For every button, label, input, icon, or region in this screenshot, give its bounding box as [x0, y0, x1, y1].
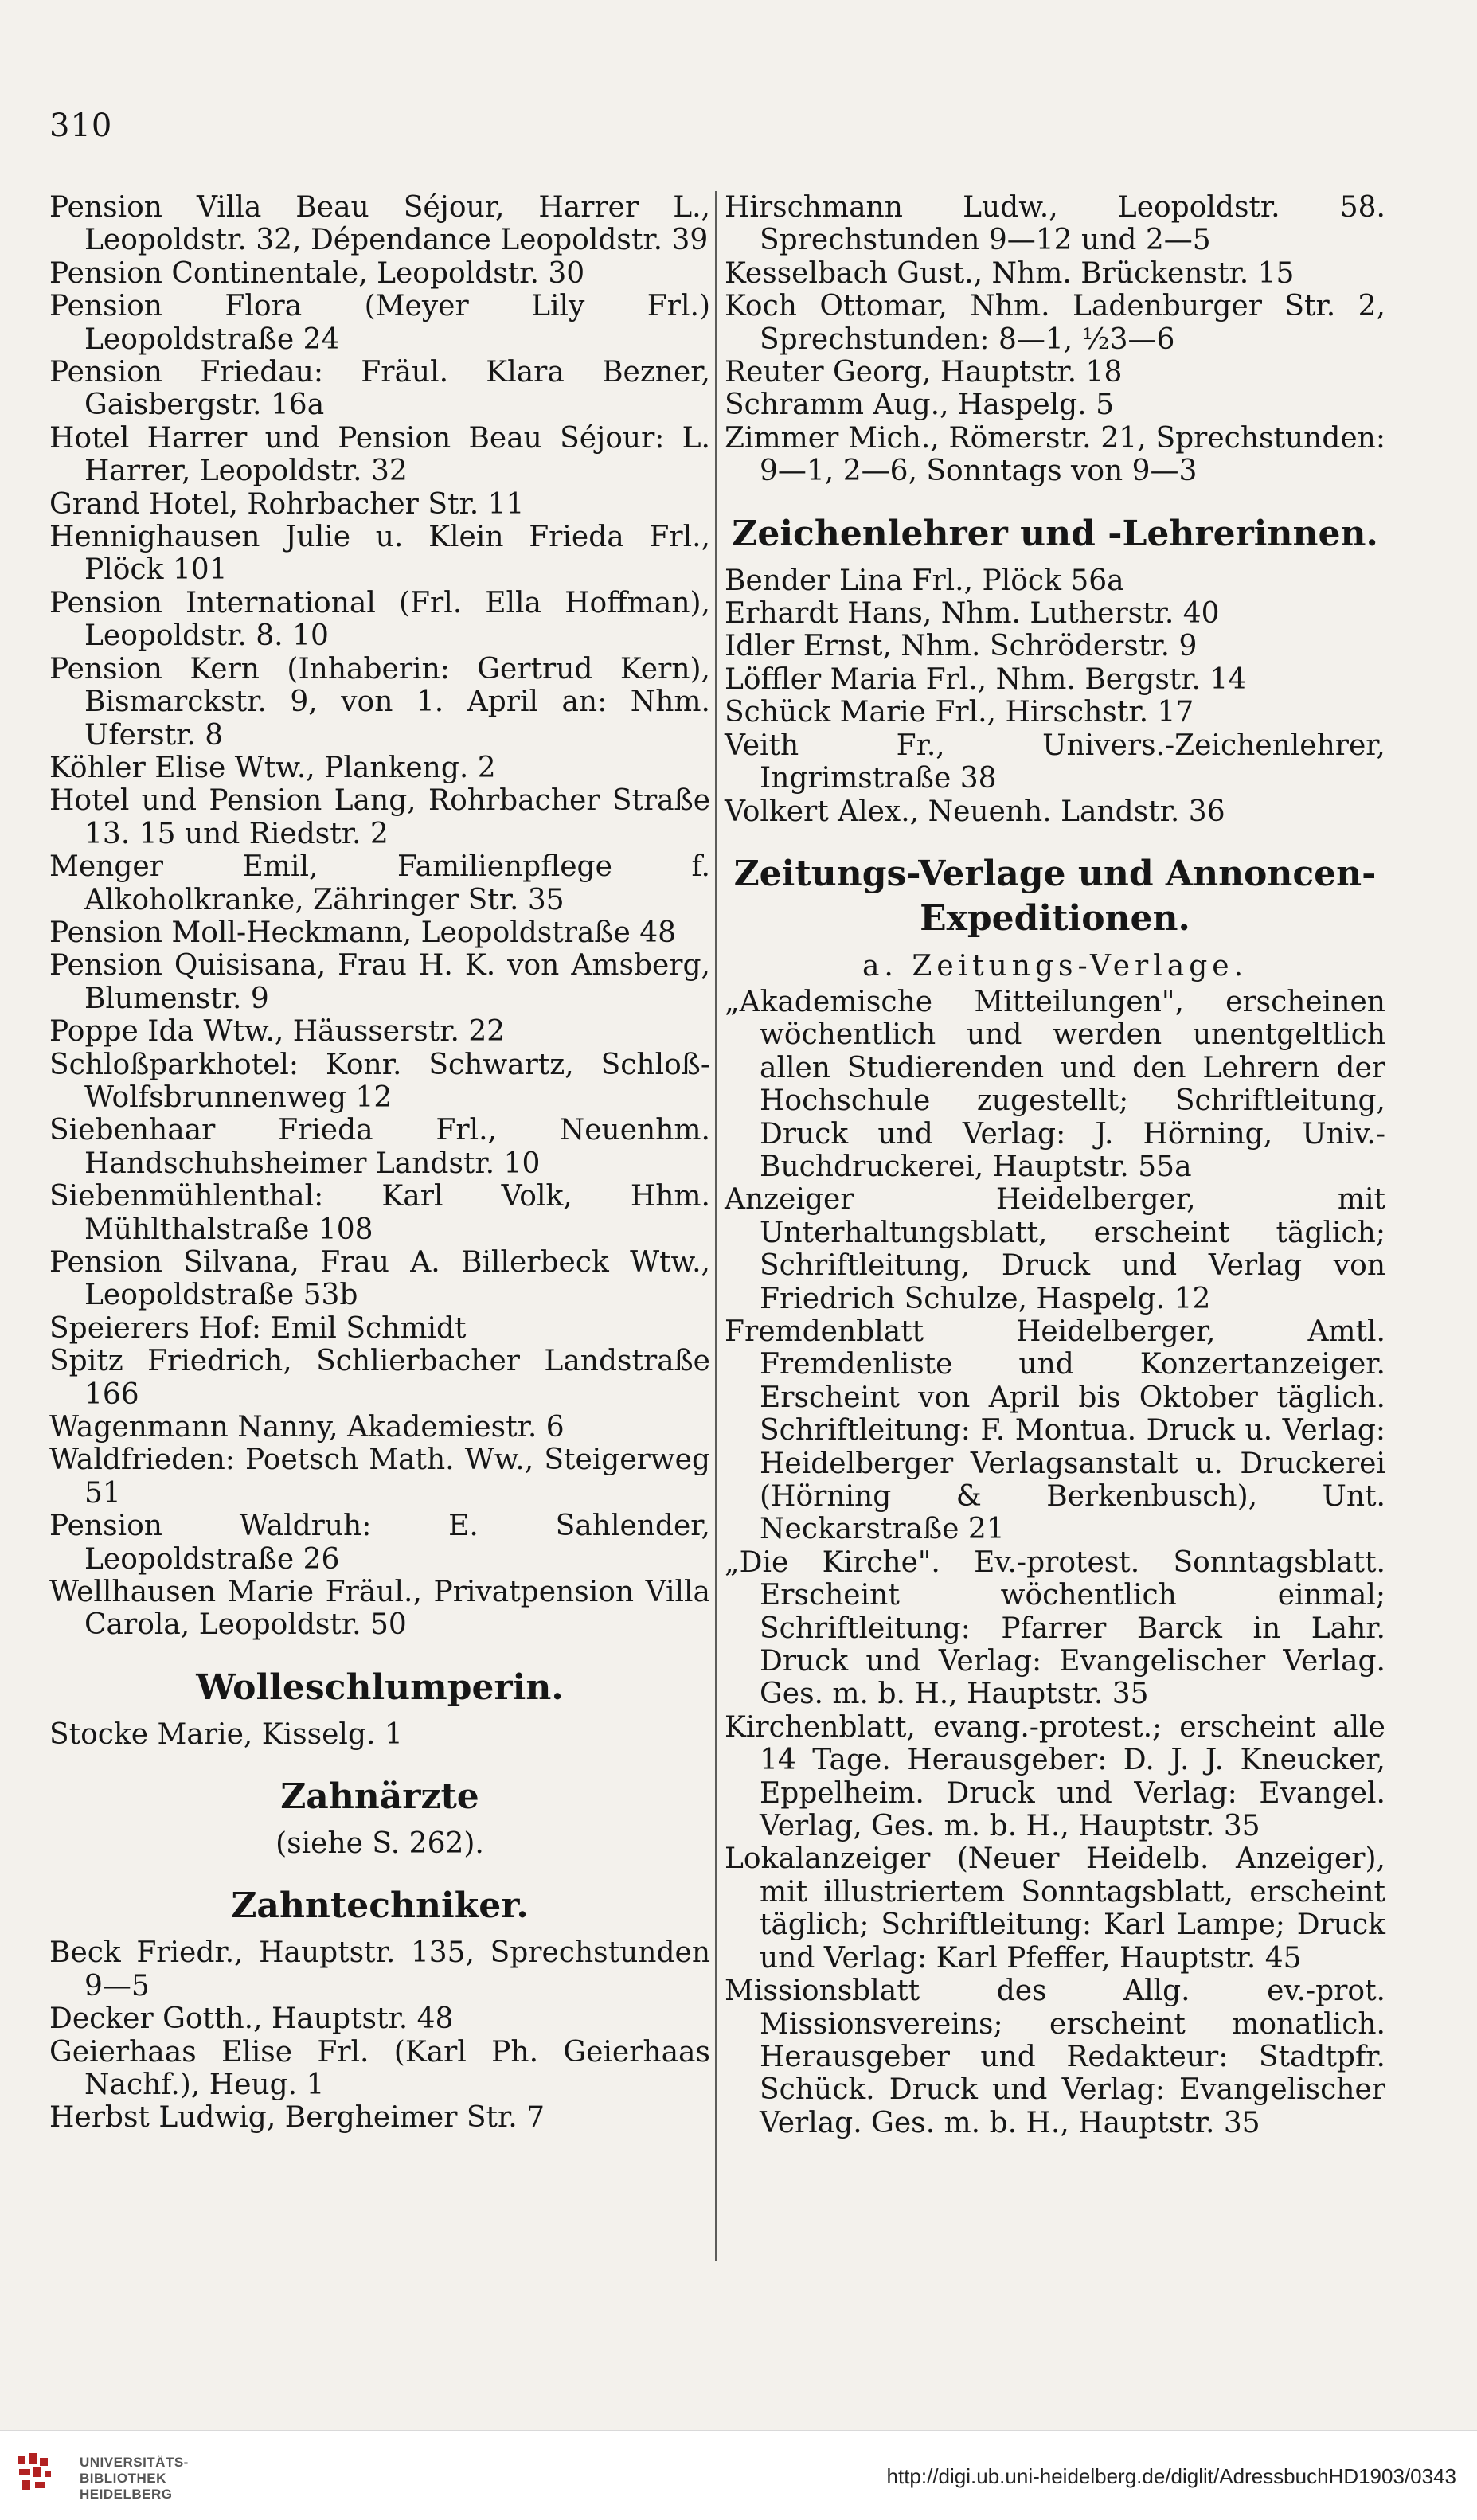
directory-entry: Siebenhaar Frieda Frl., Neuenhm. Handschuhsheimer Landstr. 10 [49, 1114, 710, 1180]
directory-entry: Wagenmann Nanny, Akademiestr. 6 [49, 1411, 565, 1444]
directory-entry: Schramm Aug., Haspelg. 5 [725, 389, 1114, 422]
heading-wolleschlumperin: Wolleschlumperin. [196, 1666, 564, 1708]
directory-entry: Löffler Maria Frl., Nhm. Bergstr. 14 [725, 662, 1247, 696]
directory-entry: Pension Quisisana, Frau H. K. von Amsberg, Blumenstr. 9 [49, 949, 710, 1015]
directory-entry: Pension Moll-Heckmann, Leopoldstraße 48 [49, 916, 677, 949]
directory-entry: Herbst Ludwig, Bergheimer Str. 7 [49, 2101, 545, 2135]
directory-entry: „Akademische Mitteilungen", erscheinen wöchentlich und werden unentgeltlich allen Studierenden und den Lehrern der Hochschule zugestellt; Schriftleitung, Druck und Verlag: J. Hörning, Univ.-Buchdruckerei, Hauptstr. 55a [725, 985, 1385, 1183]
directory-entry: Reuter Georg, Hauptstr. 18 [725, 356, 1123, 389]
right-entries-b [725, 565, 1385, 828]
directory-entry: „Die Kirche". Ev.-protest. Sonntagsblatt. Erscheint wöchentlich einmal; Schriftleitung: Pfarrer Barck in Lahr. Druck und Verlag: Evangelischer Verlag. Ges. m. b. H., Hauptstr. 35 [725, 1545, 1385, 1711]
directory-entry: Erhardt Hans, Nhm. Lutherstr. 40 [725, 597, 1220, 631]
subheading-zeitungs-verlage: a. Zeitungs-Verlage. [862, 949, 1248, 983]
page-number: 310 [49, 107, 113, 144]
directory-entry: Beck Friedr., Hauptstr. 135, Sprechstunden 9—5 [49, 1936, 710, 2002]
directory-entry: Schloßparkhotel: Konr. Schwartz, Schloß-Wolfsbrunnenweg 12 [49, 1048, 710, 1114]
directory-entry: Decker Gotth., Hauptstr. 48 [49, 2002, 454, 2036]
directory-entry: Pension Silvana, Frau A. Billerbeck Wtw., Leopoldstraße 53b [49, 1246, 710, 1312]
directory-entry: Pension International (Frl. Ella Hoffman), Leopoldstr. 8. 10 [49, 586, 710, 653]
directory-entry: Idler Ernst, Nhm. Schröderstr. 9 [725, 630, 1198, 663]
logo-line-1: UNIVERSITÄTS- [80, 2455, 189, 2470]
directory-entry: Pension Kern (Inhaberin: Gertrud Kern), Bismarckstr. 9, von 1. April an: Nhm. Uferstr. 8 [49, 652, 710, 752]
directory-entry: Fremdenblatt Heidelberger, Amtl. Fremdenliste und Konzertanzeiger. Erscheint von April bis Oktober täglich. Schriftleitung: F. Montua. Druck u. Verlag: Heidelberger Verlagsanstalt u. Druckerei (Hörning & Berkenbusch), Unt. Neckarstraße 21 [725, 1315, 1385, 1546]
logo-line-2: BIBLIOTHEK [80, 2471, 166, 2486]
directory-entry: Volkert Alex., Neuenh. Landstr. 36 [725, 795, 1225, 828]
directory-entry: Waldfrieden: Poetsch Math. Ww., Steigerweg 51 [49, 1444, 710, 1510]
logo-line-3: HEIDELBERG [80, 2487, 173, 2502]
directory-entry: Pension Flora (Meyer Lily Frl.) Leopoldstraße 24 [49, 290, 710, 356]
directory-entry: Kirchenblatt, evang.-protest.; erscheint alle 14 Tage. Herausgeber: D. J. J. Kneucker, Eppelheim. Druck und Verlag: Evangel. Verlag, Ges. m. b. H., Hauptstr. 35 [725, 1710, 1385, 1843]
directory-entry: Pension Villa Beau Séjour, Harrer L., Leopoldstr. 32, Dépendance Leopoldstr. 39 [49, 191, 710, 257]
library-logo-text [80, 2455, 189, 2502]
directory-entry: Spitz Friedrich, Schlierbacher Landstraße 166 [49, 1345, 710, 1411]
heading-zeichenlehrer: Zeichenlehrer und -Lehrerinnen. [732, 513, 1378, 554]
footer-bar [0, 2430, 1477, 2520]
directory-entry: Anzeiger Heidelberger, mit Unterhaltungsblatt, erscheint täglich; Schriftleitung, Druck und Verlag von Friedrich Schulze, Haspelg. 12 [725, 1183, 1385, 1315]
left-entries-b [49, 1718, 710, 1751]
directory-entry: Kesselbach Gust., Nhm. Brückenstr. 15 [725, 256, 1295, 290]
left-column [49, 191, 710, 2135]
source-url-link[interactable]: http://digi.ub.uni-heidelberg.de/diglit/AdressbuchHD1903/0343 [886, 2464, 1456, 2488]
directory-entry: Missionsblatt des Allg. ev.-prot. Missionsvereins; erscheint monatlich. Herausgeber und Redakteur: Stadtpfr. Schück. Druck und Verlag: Evangelischer Verlag. Ges. m. b. H., Hauptstr. 35 [725, 1975, 1385, 2139]
directory-entry: Lokalanzeiger (Neuer Heidelb. Anzeiger), mit illustriertem Sonntagsblatt, erscheint täglich; Schriftleitung: Karl Lampe; Druck und Verlag: Karl Pfeffer, Hauptstr. 45 [725, 1842, 1385, 1975]
directory-entry: Hennighausen Julie u. Klein Frieda Frl., Plöck 101 [49, 521, 710, 587]
directory-entry: Pension Waldruh: E. Sahlender, Leopoldstraße 26 [49, 1510, 710, 1576]
directory-entry: Pension Friedau: Fräul. Klara Bezner, Gaisbergstr. 16a [49, 356, 710, 422]
directory-entry: Köhler Elise Wtw., Plankeng. 2 [49, 751, 496, 784]
directory-entry: Menger Emil, Familienpflege f. Alkoholkranke, Zähringer Str. 35 [49, 850, 710, 916]
cross-reference-note: (siehe S. 262). [275, 1827, 484, 1861]
right-entries-a [725, 191, 1385, 488]
heading-zahntechniker: Zahntechniker. [231, 1885, 529, 1927]
directory-entry: Hotel und Pension Lang, Rohrbacher Straße 13. 15 und Riedstr. 2 [49, 784, 710, 850]
left-entries-a [49, 191, 710, 1642]
directory-entry: Geierhaas Elise Frl. (Karl Ph. Geierhaas Nachf.), Heug. 1 [49, 2035, 710, 2101]
directory-entry: Veith Fr., Univers.-Zeichenlehrer, Ingrimstraße 38 [725, 729, 1385, 795]
heading-zeitungs-verlage: Zeitungs-Verlage und Annoncen-Expeditionen. [733, 853, 1377, 939]
directory-entry: Siebenmühlenthal: Karl Volk, Hhm. Mühlthalstraße 108 [49, 1180, 710, 1246]
directory-entry: Stocke Marie, Kisselg. 1 [49, 1717, 403, 1751]
directory-entry: Speierers Hof: Emil Schmidt [49, 1311, 467, 1345]
directory-entry: Poppe Ida Wtw., Häusserstr. 22 [49, 1015, 506, 1049]
directory-entry: Bender Lina Frl., Plöck 56a [725, 564, 1124, 597]
column-divider [715, 191, 717, 2261]
directory-entry: Schück Marie Frl., Hirschstr. 17 [725, 696, 1194, 729]
library-logo-icon [16, 2452, 67, 2499]
directory-entry: Koch Ottomar, Nhm. Ladenburger Str. 2, Sprechstunden: 8—1, ½3—6 [725, 290, 1385, 356]
directory-entry: Hotel Harrer und Pension Beau Séjour: L. Harrer, Leopoldstr. 32 [49, 421, 710, 488]
directory-entry: Hirschmann Ludw., Leopoldstr. 58. Sprechstunden 9—12 und 2—5 [725, 191, 1385, 257]
directory-entry: Zimmer Mich., Römerstr. 21, Sprechstunden: 9—1, 2—6, Sonntags von 9—3 [725, 421, 1385, 488]
directory-entry: Grand Hotel, Rohrbacher Str. 11 [49, 487, 525, 521]
left-entries-d [49, 1936, 710, 2134]
directory-entry: Pension Continentale, Leopoldstr. 30 [49, 256, 585, 290]
directory-entry: Wellhausen Marie Fräul., Privatpension Villa Carola, Leopoldstr. 50 [49, 1576, 710, 1642]
right-column [725, 191, 1385, 2139]
heading-zahnaerzte: Zahnärzte [280, 1776, 479, 1818]
right-entries-c [725, 986, 1385, 2139]
